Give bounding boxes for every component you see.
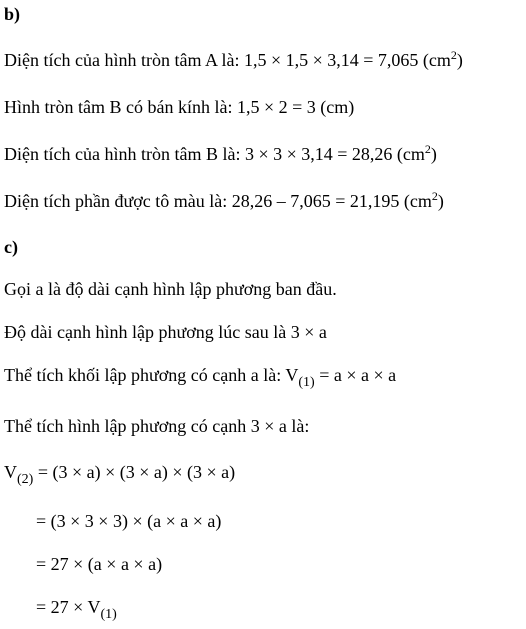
step-3-subscript: (1) <box>100 607 117 622</box>
circle-a-area-tail: ) <box>456 50 463 70</box>
shaded-area-exponent: 2 <box>431 189 438 203</box>
part-b-circle-a-area <box>4 49 463 71</box>
circle-a-area-text: Diện tích của hình tròn tâm A là: 1,5 × 1,5 × 3,14 = 7,065 (cm <box>4 50 451 70</box>
part-c-define-a: Gọi a là độ dài cạnh hình lập phương ban đầu. <box>4 279 337 299</box>
part-b-shaded-area <box>4 190 444 212</box>
part-c-volume-v2 <box>4 461 236 487</box>
part-c-step-1: = (3 × 3 × 3) × (a × a × a) <box>36 511 222 531</box>
circle-a-area-exponent: 2 <box>450 48 457 62</box>
step-3-text: = 27 × V <box>36 597 101 617</box>
part-b-label: b) <box>4 4 21 24</box>
shaded-area-tail: ) <box>437 191 444 211</box>
volume-v1-text: Thể tích khối lập phương có cạnh a là: V <box>4 365 299 385</box>
circle-b-area-text: Diện tích của hình tròn tâm B là: 3 × 3 × 3,14 = 28,26 (cm <box>4 144 425 164</box>
part-c-volume-v1 <box>4 364 397 390</box>
circle-b-area-tail: ) <box>430 144 437 164</box>
part-c-new-edge: Độ dài cạnh hình lập phương lúc sau là 3 × a <box>4 322 327 342</box>
part-b-circle-b-radius: Hình tròn tâm B có bán kính là: 1,5 × 2 = 3 (cm) <box>4 97 355 117</box>
part-c-label: c) <box>4 237 18 257</box>
shaded-area-text: Diện tích phần được tô màu là: 28,26 – 7,065 = 21,195 (cm <box>4 191 432 211</box>
volume-v1-tail: = a × a × a <box>314 365 397 385</box>
volume-v2-tail: = (3 × a) × (3 × a) × (3 × a) <box>33 462 236 482</box>
part-b-circle-b-area <box>4 143 437 165</box>
volume-v2-subscript: (2) <box>17 472 34 487</box>
part-c-step-2: = 27 × (a × a × a) <box>36 554 163 574</box>
volume-v1-subscript: (1) <box>298 375 315 390</box>
circle-b-area-exponent: 2 <box>424 142 431 156</box>
volume-v2-text: V <box>4 462 17 482</box>
part-c-step-3 <box>36 596 117 622</box>
part-c-volume-3a-heading: Thể tích hình lập phương có cạnh 3 × a là: <box>4 416 310 436</box>
